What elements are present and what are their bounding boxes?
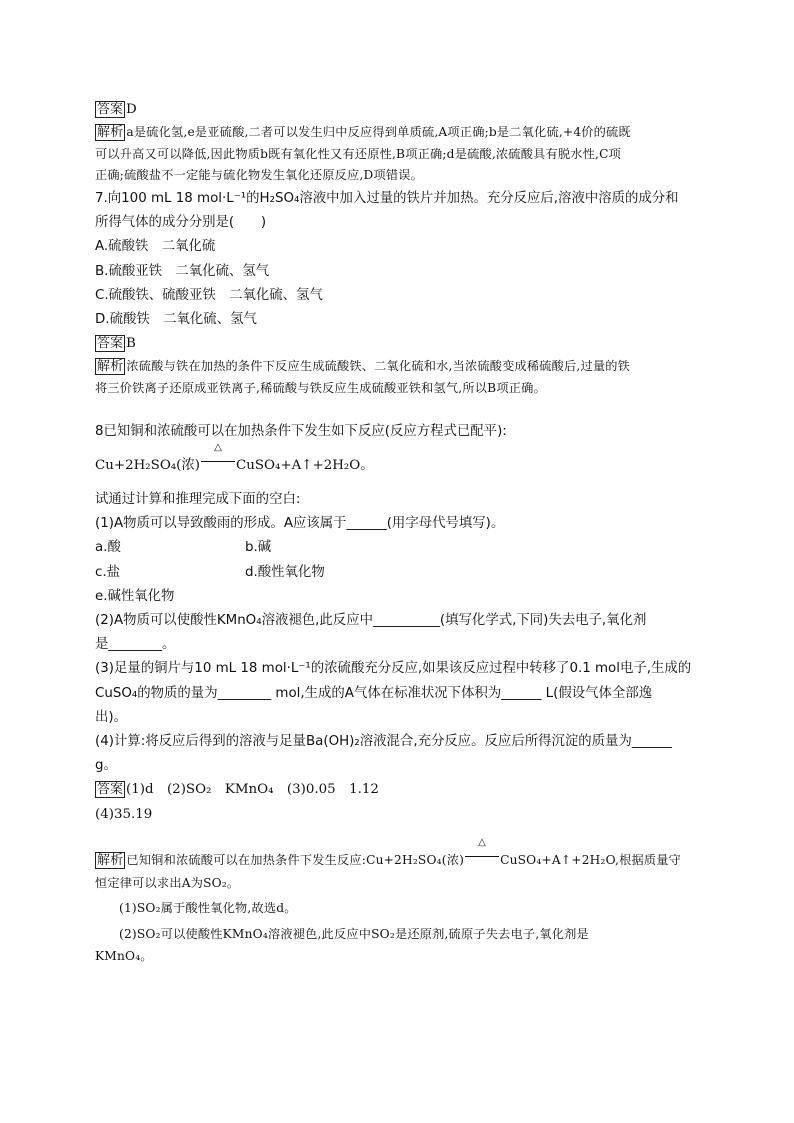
q8-sub1: (1)A物质可以导致酸雨的形成。A应该属于______(用字母代号填写)。 — [95, 516, 505, 532]
q8-sub3-line-3: 出)。 — [95, 709, 128, 725]
document-page — [95, 98, 697, 967]
q8-options-row-1 — [95, 536, 697, 560]
q6-explanation-line-3: 正确;硫酸盐不一定能与硫化物发生氧化还原反应,D项错误。 — [95, 168, 424, 183]
q6-answer-line — [95, 98, 697, 122]
q8-option-b: b.碱 — [245, 540, 272, 556]
q6-explanation-line-2: 可以升高又可以降低,因此物质b既有氧化性又有还原性,B项正确;d是硫酸,浓硫酸具有脱水性,C项 — [95, 146, 622, 161]
q7-option-d: D.硫酸铁 二氧化硫、氢气 — [95, 312, 257, 327]
q8-option-e: e.碱性氧化物 — [95, 588, 175, 604]
q7-explanation-line-1: 解析 浓硫酸与铁在加热的条件下反应生成硫酸铁、二氧化硫和水,当浓硫酸变成稀硫酸后,过量的铁 — [97, 359, 631, 375]
q8-explanation-line-3: (1)SO₂属于酸性氧化物,故选d。 — [119, 901, 297, 916]
q8-answer-line-1 — [95, 778, 697, 802]
q8-option-c: c.盐 — [95, 564, 121, 580]
q7-answer-line — [95, 332, 697, 356]
explanation-tag: 解析 — [97, 359, 124, 375]
q8-sub3-line-2: CuSO₄的物质的量为________ mol,生成的A气体在标准状况下体积为______ L(假设气体全部逸 — [95, 685, 653, 701]
q8-option-d: d.酸性氧化物 — [245, 564, 325, 580]
answer-tag: 答案 — [97, 102, 124, 117]
q8-explanation-line-1: 解析 已知铜和浓硫酸可以在加热条件下发生反应:Cu+2H₂SO₄(浓) △ CuSO₄+A↑+2H₂O,根据质量守 — [97, 836, 682, 868]
q7-answer: B — [126, 336, 136, 352]
heat-condition-arrow: △ — [465, 850, 499, 864]
q8-stem-line-1: 8已知铜和浓硫酸可以在加热条件下发生如下反应(反应方程式已配平): — [95, 423, 507, 439]
q8-equation: Cu+2H₂SO₄(浓) △ CuSO₄+A↑+2H₂O。 — [95, 441, 374, 473]
q8-stem-line-2: 试通过计算和推理完成下面的空白: — [95, 492, 301, 507]
explanation-tag: 解析 — [97, 125, 124, 141]
q7-option-b: B.硫酸亚铁 二氧化硫、氢气 — [95, 263, 270, 279]
q8-sub2-line-1: (2)A物质可以使酸性KMnO₄溶液褪色,此反应中__________(填写化学式,下同)失去电子,氧化剂 — [95, 613, 647, 629]
q8-sub4-line-1: (4)计算:将反应后得到的溶液与足量Ba(OH)₂溶液混合,充分反应。反应后所得沉淀的质量为______ — [95, 734, 673, 750]
answer-tag: 答案 — [97, 782, 124, 798]
q6-answer: D — [126, 102, 137, 117]
q7-option-a: A.硫酸铁 二氧化硫 — [95, 239, 216, 255]
q8-explanation-line-5: KMnO₄。 — [95, 948, 153, 963]
q8-sub2-line-2: 是________。 — [95, 637, 176, 653]
q8-explanation-line-2: 恒定律可以求出A为SO₂。 — [95, 875, 240, 890]
q7-explanation-line-2: 将三价铁离子还原成亚铁离子,稀硫酸与铁反应生成硫酸亚铁和氢气,所以B项正确。 — [95, 381, 546, 395]
q7-stem-line-2: 所得气体的成分分别是( ) — [95, 215, 267, 231]
q8-sub3-line-1: (3)足量的铜片与10 mL 18 mol·L⁻¹的浓硫酸充分反应,如果该反应过程中转移了0.1 mol电子,生成的 — [95, 661, 692, 677]
q7-stem-line-1: 7.向100 mL 18 mol·L⁻¹的H₂SO₄溶液中加入过量的铁片并加热。充分反应后,溶液中溶质的成分和 — [95, 190, 679, 206]
q8-explanation-line-4: (2)SO₂可以使酸性KMnO₄溶液褪色,此反应中SO₂是还原剂,硫原子失去电子,氧化剂是 — [119, 927, 589, 942]
q7-option-c: C.硫酸铁、硫酸亚铁 二氧化硫、氢气 — [95, 287, 323, 303]
answer-tag: 答案 — [97, 336, 124, 352]
explanation-tag: 解析 — [97, 852, 124, 868]
q8-answer-1: (1)d (2)SO₂ KMnO₄ (3)0.05 1.12 — [126, 782, 379, 798]
q8-option-a: a.酸 — [95, 540, 121, 556]
q8-answer-line-2: (4)35.19 — [95, 806, 153, 822]
heat-condition-arrow: △ — [201, 455, 235, 469]
q6-explanation-line-1: 解析 a是硫化氢,e是亚硫酸,二者可以发生归中反应得到单质硫,A项正确;b是二氧化硫,+4价的硫既 — [97, 125, 631, 141]
q8-options-row-2 — [95, 561, 697, 585]
q8-sub4-line-2: g。 — [95, 758, 117, 774]
